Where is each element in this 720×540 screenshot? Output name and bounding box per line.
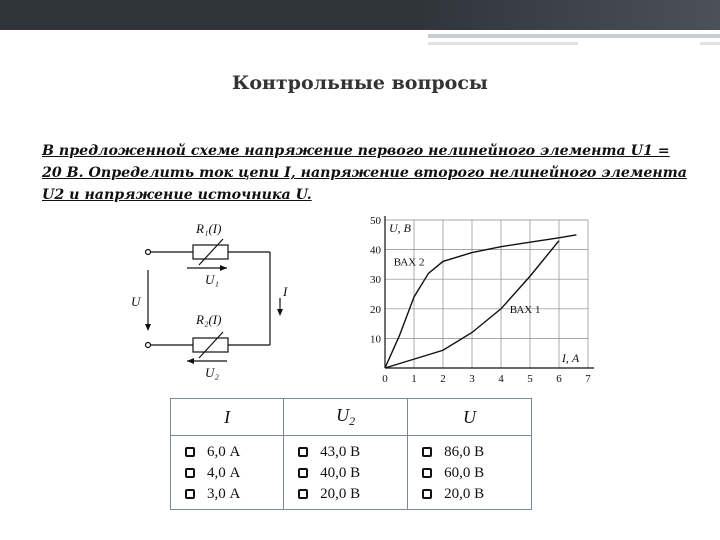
- y-tick-label: 30: [370, 274, 381, 287]
- header-current: I: [171, 399, 284, 436]
- checkbox-icon: [185, 489, 195, 499]
- checkbox-icon: [422, 447, 432, 457]
- checkbox-icon: [298, 489, 308, 499]
- option-item[interactable]: 86,0 В: [422, 442, 531, 463]
- x-tick-label: 7: [585, 373, 591, 385]
- source-voltage-label: U: [131, 294, 141, 309]
- options-current: [171, 436, 284, 510]
- checkbox-icon: [185, 447, 195, 457]
- y-tick-label: 50: [370, 215, 381, 227]
- y-axis-label: U, В: [389, 221, 411, 235]
- answers-table: [170, 398, 532, 510]
- option-item[interactable]: 20,0 В: [298, 484, 407, 505]
- header-u2: $U_2$: [284, 399, 408, 436]
- question-text: В предложенной схеме напряжение первого нелинейного элемента U1 = 20 В. Определить ток цепи I, напряжение второго нелинейного элемента U2 и напряжение источника U.: [42, 143, 687, 203]
- slide-title: Контрольные вопросы: [232, 72, 488, 94]
- y-tick-label: 20: [370, 303, 381, 316]
- decor-rule: [700, 42, 720, 45]
- circuit-diagram: [125, 210, 300, 390]
- checkbox-icon: [298, 468, 308, 478]
- vah-chart: [355, 210, 600, 390]
- checkbox-icon: [422, 489, 432, 499]
- x-tick-label: 1: [411, 373, 417, 385]
- x-tick-label: 2: [440, 373, 446, 385]
- option-item[interactable]: 3,0 А: [185, 484, 283, 505]
- x-tick-label: 4: [498, 373, 504, 385]
- decor-rule: [428, 42, 578, 45]
- x-axis-label: I, А: [561, 351, 580, 365]
- series-label: ВАХ 2: [393, 256, 425, 269]
- options-u: [408, 436, 532, 510]
- checkbox-icon: [298, 447, 308, 457]
- option-item[interactable]: 20,0 В: [422, 484, 531, 505]
- series-label: ВАХ 1: [509, 303, 541, 316]
- x-tick-label: 5: [527, 373, 533, 385]
- x-tick-label: 3: [469, 373, 475, 385]
- x-tick-label: 6: [556, 373, 562, 385]
- u2-label: U₂: [205, 365, 219, 380]
- option-item[interactable]: 60,0 В: [422, 463, 531, 484]
- y-tick-label: 40: [370, 244, 381, 257]
- option-item[interactable]: 40,0 В: [298, 463, 407, 484]
- u1-label: U₁: [205, 272, 219, 287]
- r2-label: R₂(I): [196, 312, 222, 327]
- current-label: I: [283, 284, 288, 299]
- decor-rule: [428, 34, 720, 38]
- checkbox-icon: [422, 468, 432, 478]
- y-tick-label: 10: [370, 333, 381, 346]
- x-tick-label: 0: [382, 373, 388, 385]
- option-item[interactable]: 4,0 А: [185, 463, 283, 484]
- options-u2: [284, 436, 408, 510]
- header-u: U: [408, 399, 532, 436]
- checkbox-icon: [185, 468, 195, 478]
- r1-label: R₁(I): [196, 221, 222, 236]
- option-item[interactable]: 6,0 А: [185, 442, 283, 463]
- option-item[interactable]: 43,0 В: [298, 442, 407, 463]
- top-banner: [0, 0, 720, 30]
